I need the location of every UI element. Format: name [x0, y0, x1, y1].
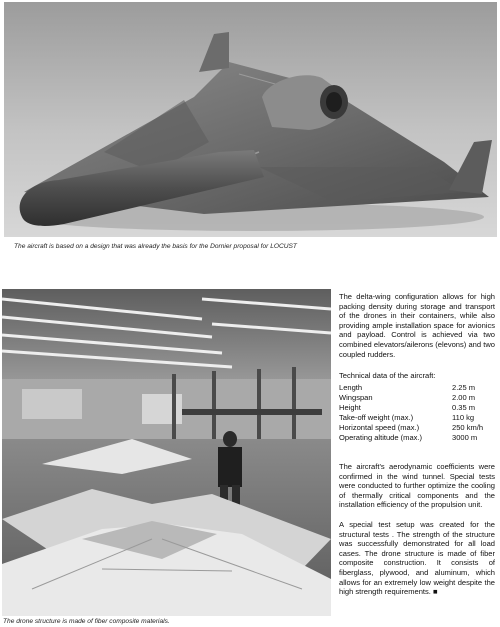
spec-row: Operating altitude (max.) 3000 m	[339, 433, 478, 443]
intro-paragraph: The delta-wing configuration allows for high packing density during storage and transport of the drones in their containers, while also providing ample installation space for avionics and payload. Control is achieved via two combined elevators/ailerons (elevons) and two coupled rudders.	[339, 292, 495, 359]
spec-row: Horizontal speed (max.) 250 km/h	[339, 423, 484, 433]
spec-row: Take-off weight (max.) 110 kg	[339, 413, 475, 423]
spec-row: Length 2.25 m	[339, 383, 476, 392]
spec-row: Wingspan 2.00 m	[339, 393, 476, 403]
spec-row: Height 0.35 m	[339, 403, 476, 413]
workshop-photo	[2, 289, 331, 616]
specs-table	[339, 383, 495, 444]
specs-heading: Technical data of the aircraft:	[339, 371, 436, 380]
aircraft-photo	[4, 2, 497, 237]
top-photo-caption: The aircraft is based on a design that was already the basis for the Dornier proposal for LOCUST	[14, 243, 297, 250]
bottom-photo-caption: The drone structure is made of fiber composite materials.	[3, 618, 170, 625]
structure-paragraph: A special test setup was created for the structural tests . The strength of the structure was successfully demonstrated for all load cases. The drone structure is made of fiber composite construction. It consists of fiberglass, plywood, and aluminum, which allows for an extremely low weight despite the high strength requirements. ■	[339, 520, 495, 597]
aero-paragraph: The aircraft's aerodynamic coefficients were confirmed in the wind tunnel. Special tests were conducted to further optimize the cooling of thermally critical components and the installation efficiency of the propulsion unit.	[339, 462, 495, 510]
